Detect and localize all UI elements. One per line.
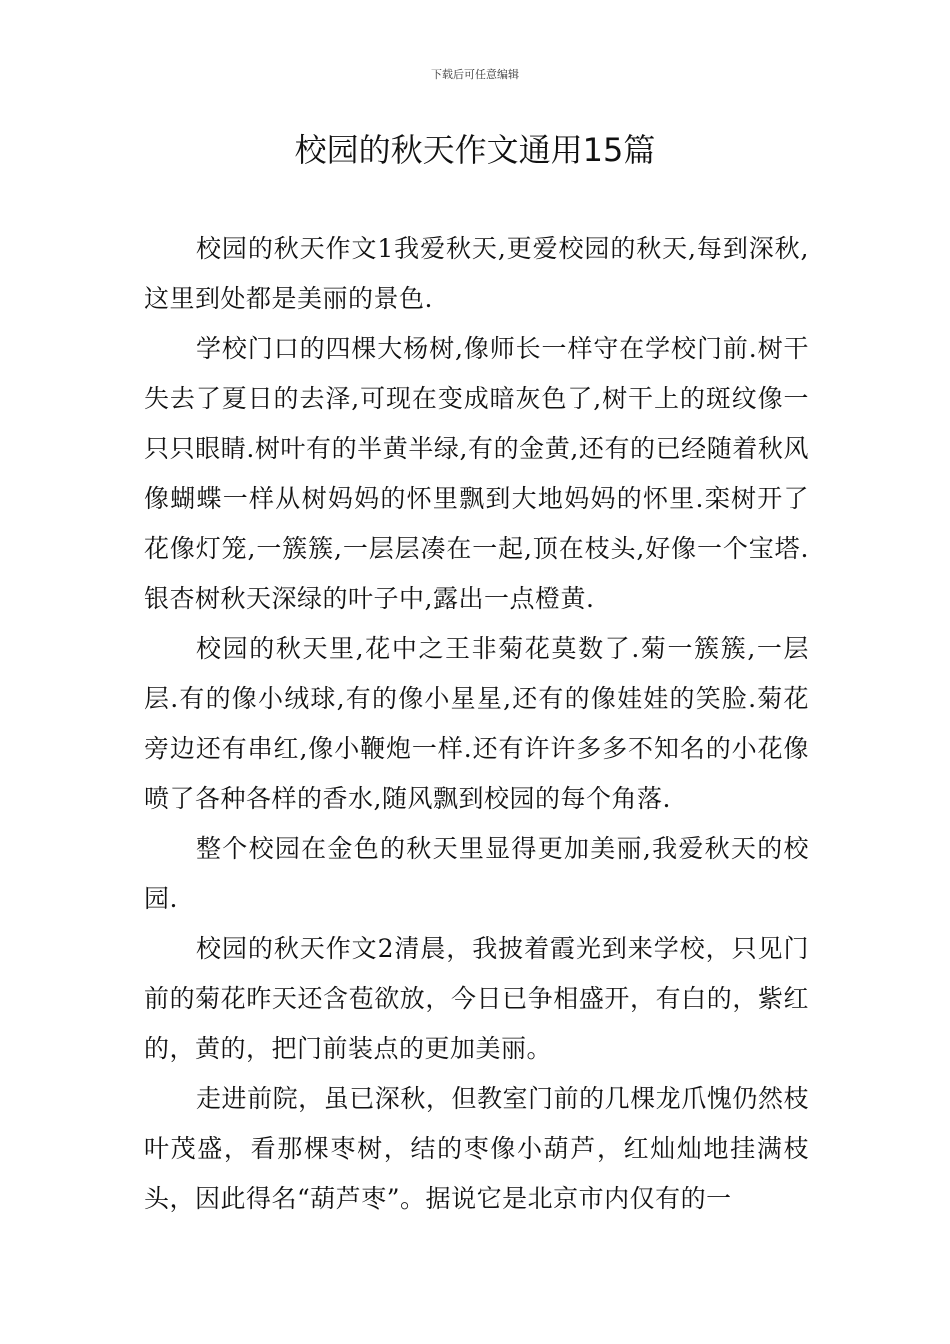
header-note: 下载后可任意编辑	[431, 68, 519, 81]
document-title: 校园的秋天作文通用15篇	[294, 131, 656, 169]
paragraph: 走进前院，虽已深秋，但教室门前的几棵龙爪愧仍然枝叶茂盛，看那棵枣树，结的枣像小葫芦，红灿灿地挂满枝头，因此得名“葫芦枣”。据说它是北京市内仅有的一	[144, 1084, 809, 1213]
document-body	[144, 224, 809, 1224]
paragraph: 校园的秋天作文2清晨，我披着霞光到来学校，只见门前的菊花昨天还含苞欲放，今日已争相盛开，有白的，紫红的，黄的，把门前装点的更加美丽。	[144, 934, 809, 1063]
paragraph: 校园的秋天作文1我爱秋天,更爱校园的秋天,每到深秋,这里到处都是美丽的景色.	[144, 234, 809, 313]
paragraph: 整个校园在金色的秋天里显得更加美丽,我爱秋天的校园.	[144, 834, 809, 913]
paragraph: 学校门口的四棵大杨树,像师长一样守在学校门前.树干失去了夏日的去泽,可现在变成暗灰色了,树干上的斑纹像一只只眼睛.树叶有的半黄半绿,有的金黄,还有的已经随着秋风像蝴蝶一样从树妈妈的怀里飘到大地妈妈的怀里.栾树开了花像灯笼,一簇簇,一层层凑在一起,顶在枝头,好像一个宝塔.银杏树秋天深绿的叶子中,露出一点橙黄.	[144, 334, 809, 613]
paragraph: 校园的秋天里,花中之王非菊花莫数了.菊一簇簇,一层层.有的像小绒球,有的像小星星,还有的像娃娃的笑脸.菊花旁边还有串红,像小鞭炮一样.还有许许多多不知名的小花像喷了各种各样的香水,随风飘到校园的每个角落.	[144, 634, 809, 813]
